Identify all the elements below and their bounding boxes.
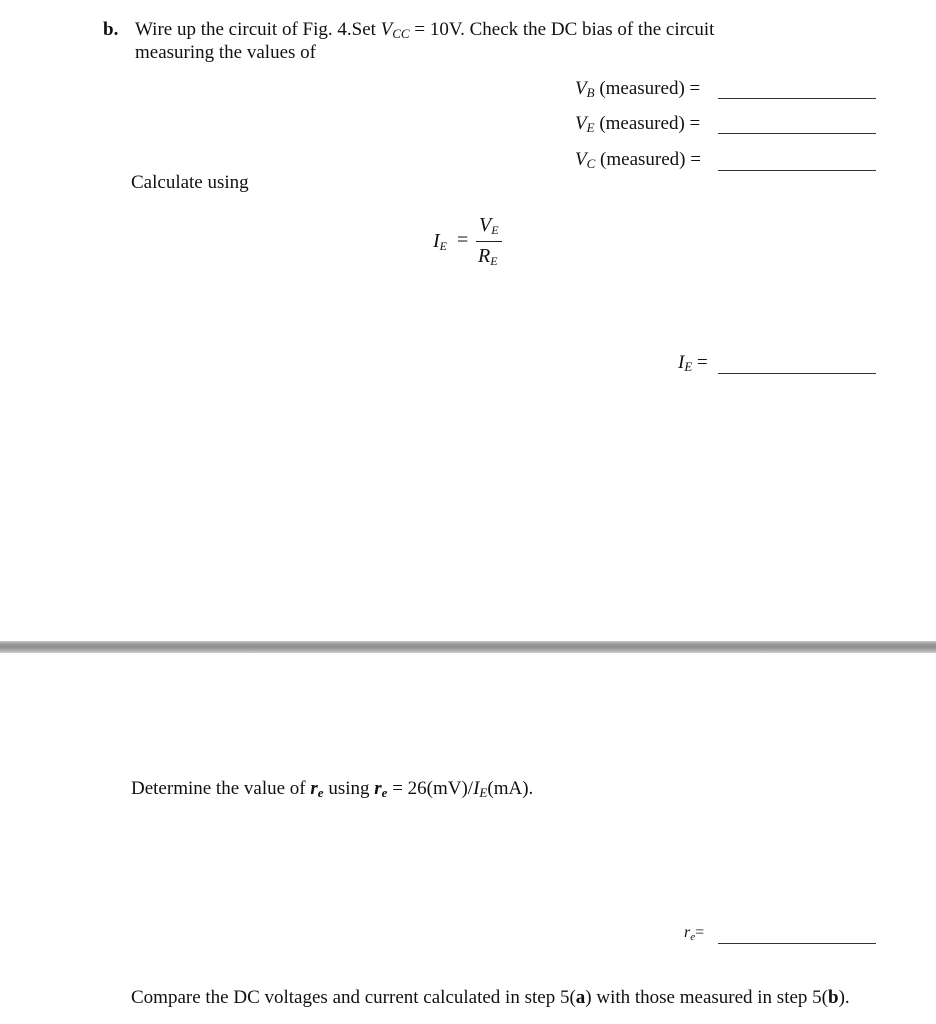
determine-re-instruction xyxy=(131,778,533,800)
vcc-symbol: V xyxy=(380,19,393,40)
ie-subscript: E xyxy=(479,785,488,800)
compare-text-post: ). xyxy=(838,987,850,1008)
compare-instruction xyxy=(131,987,850,1009)
step-label: b. xyxy=(103,19,119,40)
compare-step-b: b xyxy=(828,987,839,1008)
ve-measured-label xyxy=(575,113,700,135)
formula-numerator xyxy=(479,214,499,237)
ie-subscript: E xyxy=(684,359,693,374)
formula-denominator-symbol: R xyxy=(478,245,491,267)
compare-text-mid: ) with those measured in step 5( xyxy=(585,987,828,1008)
formula-numerator-symbol: V xyxy=(479,214,492,236)
vb-text: (measured) = xyxy=(594,78,701,99)
compare-step-a: a xyxy=(575,987,586,1008)
determine-text-pre: Determine the value of xyxy=(131,778,311,799)
formula-numerator-subscript: E xyxy=(491,223,499,237)
ie-symbol: I xyxy=(473,778,480,799)
calculate-label: Calculate using xyxy=(131,172,249,193)
re-symbol: r xyxy=(310,778,318,799)
re-subscript: e xyxy=(317,785,324,800)
re-answer-label xyxy=(684,924,704,942)
fraction-bar xyxy=(476,241,502,242)
formula-denominator-subscript: E xyxy=(490,254,498,268)
formula-equals: = xyxy=(457,229,469,251)
vc-measured-label xyxy=(575,149,701,171)
vb-answer-blank[interactable] xyxy=(718,98,876,99)
vb-symbol: V xyxy=(575,78,587,99)
page-divider xyxy=(0,641,936,653)
ve-symbol: V xyxy=(575,113,587,134)
vc-symbol: V xyxy=(575,149,587,170)
re-symbol: r xyxy=(684,924,691,941)
re-equals: = xyxy=(695,924,705,941)
vc-subscript: C xyxy=(586,156,596,171)
re-answer-blank[interactable] xyxy=(718,943,876,944)
ie-answer-blank[interactable] xyxy=(718,373,876,374)
re-symbol: r xyxy=(374,778,382,799)
ve-answer-blank[interactable] xyxy=(718,133,876,134)
vb-measured-label xyxy=(575,78,700,100)
determine-text-mid: using xyxy=(323,778,375,799)
formula-lhs-symbol: I xyxy=(433,230,440,252)
ie-symbol: I xyxy=(678,352,685,373)
instruction-text: Wire up the circuit of Fig. 4.Set xyxy=(135,19,381,40)
vc-answer-blank[interactable] xyxy=(718,170,876,171)
formula-lhs-subscript: E xyxy=(439,239,448,253)
formula-denominator xyxy=(478,245,498,268)
step-instruction-line2: measuring the values of xyxy=(135,42,316,63)
vcc-subscript: CC xyxy=(392,26,410,41)
ie-answer-label xyxy=(678,352,708,374)
compare-text-pre: Compare the DC voltages and current calculated in step 5( xyxy=(131,987,576,1008)
instruction-text: = 10V. Check the DC bias of the circuit xyxy=(409,19,715,40)
determine-text-post: (mA). xyxy=(487,778,534,799)
vb-subscript: B xyxy=(586,85,595,100)
ve-text: (measured) = xyxy=(594,113,701,134)
formula-lhs xyxy=(433,230,447,253)
re-subscript: e xyxy=(690,931,696,943)
ve-subscript: E xyxy=(586,120,595,135)
step-instruction-line1 xyxy=(135,19,714,41)
re-subscript: e xyxy=(381,785,388,800)
ie-equals: = xyxy=(692,352,708,373)
determine-text-eq: = 26(mV)/ xyxy=(387,778,474,799)
vc-text: (measured) = xyxy=(595,149,701,170)
